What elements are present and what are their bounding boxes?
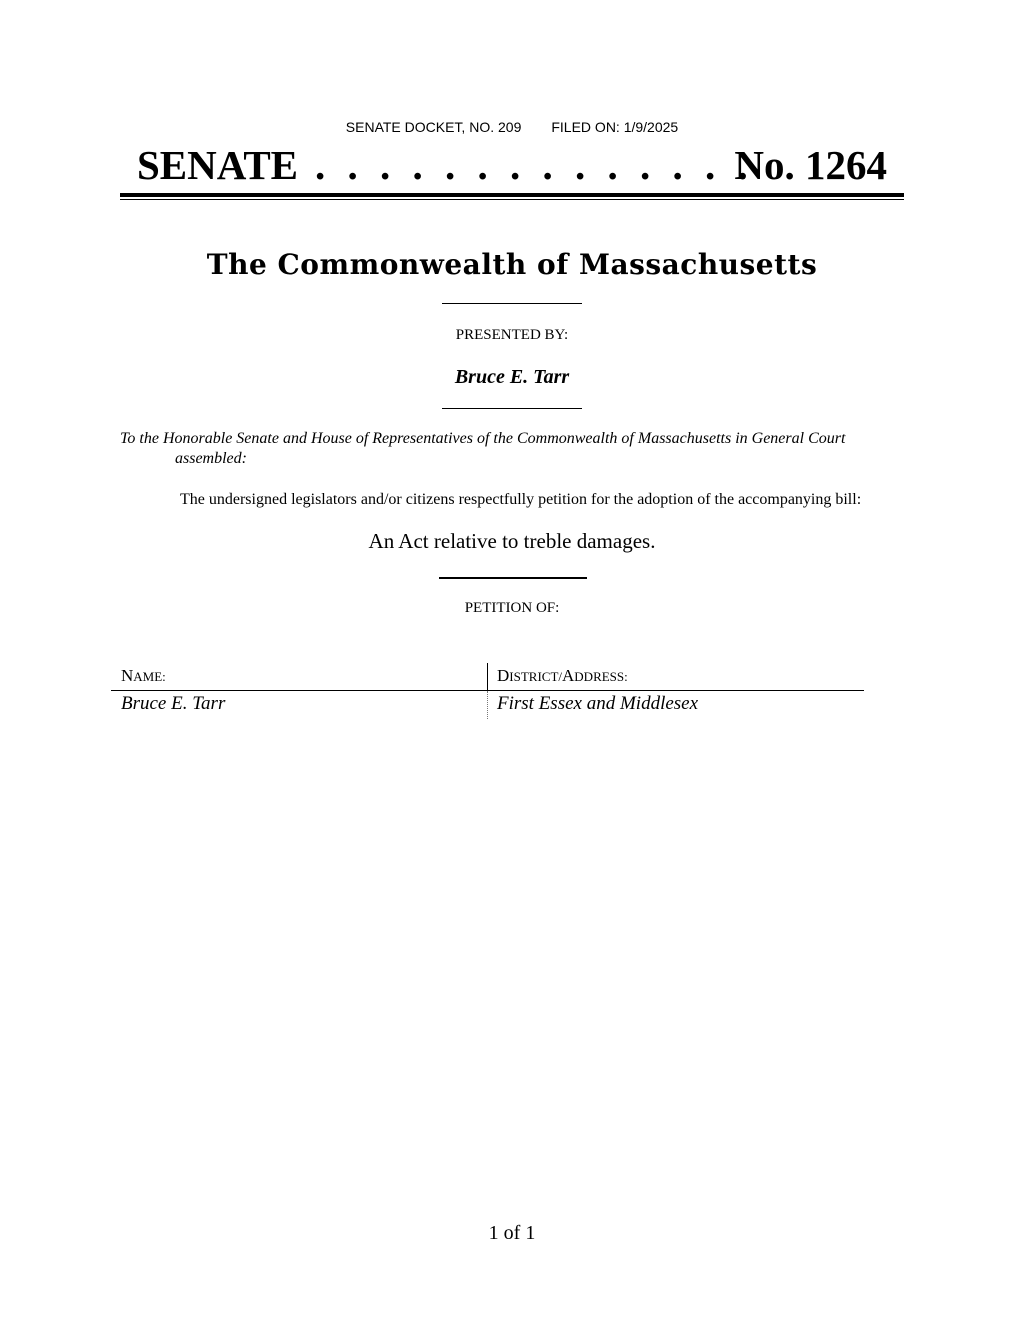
heading-rule-thin [120, 199, 904, 200]
column-divider-dotted [487, 691, 488, 719]
address-to: To the Honorable Senate and House of Representatives of the Commonwealth of Massachusetts in General Court assembled: [120, 430, 846, 467]
leader-dots: . . . . . . . . . . . . . . [315, 142, 754, 188]
petition-text: The undersigned legislators and/or citizens respectfully petition for the adoption of the accompanying bill: [180, 491, 862, 508]
filed-date: FILED ON: 1/9/2025 [551, 119, 679, 135]
table-header-district: DISTRICT/ADDRESS: [497, 666, 628, 685]
divider [442, 408, 582, 409]
page-number: 1 of 1 [488, 1222, 536, 1244]
petition-of-label: PETITION OF: [464, 600, 560, 616]
bill-heading [137, 140, 887, 190]
divider [439, 577, 587, 579]
commonwealth-title: The Commonwealth of Massachusetts [206, 248, 818, 281]
chamber-label: SENATE [137, 142, 299, 188]
column-divider [487, 663, 488, 691]
table-header-name: NAME: [121, 666, 166, 685]
heading-rule-thick [120, 193, 904, 197]
act-title: An Act relative to treble damages. [368, 529, 656, 553]
table-cell-name: Bruce E. Tarr [121, 693, 226, 714]
sponsor-name: Bruce E. Tarr [454, 366, 570, 388]
presented-by-label: PRESENTED BY: [455, 327, 569, 343]
divider [442, 303, 582, 304]
bill-number: No. 1264 [734, 142, 887, 188]
docket-number: SENATE DOCKET, NO. 209 [345, 119, 522, 135]
table-cell-district: First Essex and Middlesex [497, 693, 699, 714]
docket-line [0, 119, 1024, 135]
